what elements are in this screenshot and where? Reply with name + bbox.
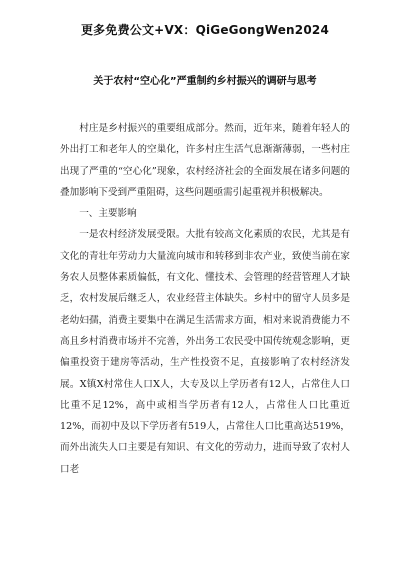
promo-header: 更多免费公文+VX：QiGeGongWen2024 [80, 23, 329, 37]
section-heading: 一、主要影响 [79, 208, 137, 220]
document-title: 关于农村“空心化”严重制约乡村振兴的调研与思考 [93, 76, 317, 87]
body-paragraph: 一是农村经济发展受限。大批有较高文化素质的农民，尤其是有文化的青壮年劳动力大量流向城市和转移到非农产业，致使当前在家务农人员整体素质偏低，有文化、懂技术、会管理的经营管理人才缺乏，农村发展后继乏人，农业经营主体缺失。乡村中的留守人员多是老幼妇孺，消费主要集中在满足生活需求方面，相对来说消费能力不高且乡村消费市场并不完善，外出务工农民受中国传统观念影响，更偏重投资于建房等活动，生产性投资不足，直接影响了农村经济发展。X镇X村常住人口X人，大专及以上学历者有12人，占常住人口比重不足12%，高中或相当学历者有12人，占常住人口比重近12%，而初中及以下学历者有519人，占常住人口比重高达519%，而外出流失人口主要是有知识、有文化的劳动力，进而导致了农村人口老 [60, 229, 350, 475]
document-body [60, 118, 350, 480]
intro-paragraph: 村庄是乡村振兴的重要组成部分。然而，近年来，随着年轻人的外出打工和老年人的空巢化，许多村庄生活气息渐渐薄弱，一些村庄出现了严重的“空心化”现象，农村经济社会的全面发展在诸多问题的叠加影响下受到严重阻碍，这些问题亟需引起重视并积极解决。 [60, 123, 350, 198]
